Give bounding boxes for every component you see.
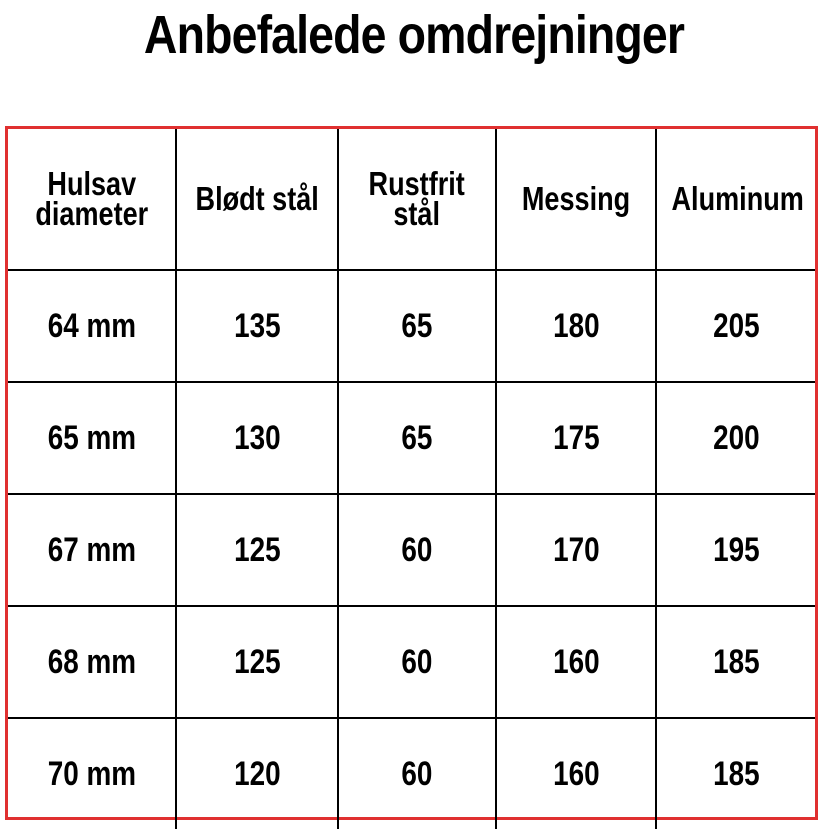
cell-brass: 160 [496, 606, 656, 718]
table-row [8, 382, 815, 494]
header-cell-aluminum: Aluminum [656, 129, 815, 270]
cell-diameter: 70 mm [8, 718, 176, 829]
cell-diameter: 67 mm [8, 494, 176, 606]
cell-brass: 170 [496, 494, 656, 606]
cell-brass: 160 [496, 718, 656, 829]
cell-aluminum: 185 [656, 718, 815, 829]
cell-aluminum: 200 [656, 382, 815, 494]
cell-stainless-steel: 60 [338, 494, 496, 606]
cell-aluminum: 195 [656, 494, 815, 606]
cell-stainless-steel: 65 [338, 382, 496, 494]
table-frame [5, 126, 818, 820]
cell-mild-steel: 130 [176, 382, 338, 494]
cell-mild-steel: 125 [176, 606, 338, 718]
cell-stainless-steel: 60 [338, 718, 496, 829]
cell-diameter: 64 mm [8, 270, 176, 382]
cell-diameter: 68 mm [8, 606, 176, 718]
page-title: Anbefalede omdrejninger [143, 5, 685, 65]
cell-diameter: 65 mm [8, 382, 176, 494]
cell-mild-steel: 120 [176, 718, 338, 829]
table-row [8, 494, 815, 606]
header-cell-stainless-steel: Rustfrit stål [338, 129, 496, 270]
header-cell-mild-steel: Blødt stål [176, 129, 338, 270]
cell-stainless-steel: 65 [338, 270, 496, 382]
cell-brass: 180 [496, 270, 656, 382]
table-row [8, 606, 815, 718]
cell-brass: 175 [496, 382, 656, 494]
cell-mild-steel: 125 [176, 494, 338, 606]
table-header-row [8, 129, 815, 270]
cell-aluminum: 205 [656, 270, 815, 382]
cell-mild-steel: 135 [176, 270, 338, 382]
table-row [8, 270, 815, 382]
cell-stainless-steel: 60 [338, 606, 496, 718]
header-cell-diameter: Hulsav diameter [8, 129, 176, 270]
rpm-table [8, 129, 815, 829]
header-cell-brass: Messing [496, 129, 656, 270]
cell-aluminum: 185 [656, 606, 815, 718]
table-row [8, 718, 815, 829]
